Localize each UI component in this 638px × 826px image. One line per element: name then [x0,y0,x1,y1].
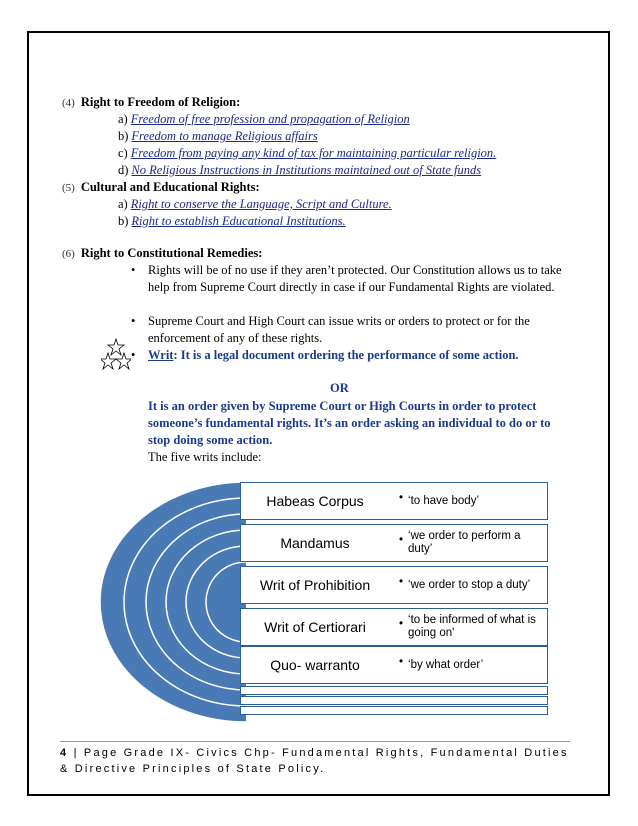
writ-term: Writ [148,348,174,362]
writ-row [240,524,548,562]
page-number: 4 [60,747,69,759]
bullet-icon: • [399,492,404,504]
item-text: Freedom of free profession and propagation of Religion [130,112,410,126]
writs-diagram [100,480,560,725]
writ-row [240,646,548,684]
writ-name: Quo- warranto [270,657,360,673]
section-title: Right to Constitutional Remedies: [80,246,263,260]
section-title: Right to Freedom of Religion: [80,95,241,109]
section-number: (4) [62,97,75,109]
stars-icon [101,338,131,370]
empty-row [240,686,548,695]
item-letter: b) [118,129,129,143]
section-4-heading [62,94,240,112]
item-letter: b) [118,214,129,228]
writ-meaning-text: ‘we order to stop a duty’ [408,578,531,591]
empty-row [240,706,548,715]
writs-intro: The five writs include: [148,450,262,464]
list-item [118,145,496,162]
writ-meaning-text: ‘by what order’ [408,658,484,671]
bullet-paragraph: Rights will be of no use if they aren’t protected. Our Constitution allows us to take help from Supreme Court directly in case if our Fundamental Rights are violated. [148,263,562,294]
writ-name: Mandamus [280,535,350,551]
section-6-heading [62,245,262,263]
writ-meaning [389,483,547,519]
writ-definition [148,347,568,364]
item-text: Freedom to manage Religious affairs [131,129,318,143]
item-letter: a) [118,197,128,211]
section-number: (5) [62,182,75,194]
writ-name: Writ of Certiorari [264,619,366,635]
writ-row [240,566,548,604]
bullet-icon: • [399,656,404,668]
section-number: (6) [62,248,75,260]
writ-row [240,482,548,520]
bullet-icon: • [131,348,136,362]
bullet-icon: • [399,618,404,630]
list-item [118,213,346,230]
writ-row [240,608,548,646]
footer-text: | Page Grade IX- Civics Chp- Fundamental Rights, Fundamental Duties & Directive Principles of State Policy. [60,747,569,775]
writ-meaning [389,609,547,645]
section-5-heading [62,179,260,197]
writ-meaning-text: ‘to be informed of what is going on' [408,614,536,639]
item-text: Right to conserve the Language, Script and Culture. [130,197,392,211]
or-label: OR [330,381,349,395]
bullet-icon: • [399,576,404,588]
writ-name: Writ of Prohibition [259,577,371,593]
empty-row [240,696,548,705]
writ-meaning [389,567,547,603]
item-letter: a) [118,112,128,126]
list-item [118,128,318,145]
writ-meaning [389,647,547,683]
item-letter: c) [118,146,128,160]
item-text: Right to establish Educational Institutions. [131,214,346,228]
item-text: No Religious Instructions in Institutions maintained out of State funds [131,163,482,177]
bullet-icon: • [399,534,404,546]
writ-definition-text: : It is a legal document ordering the performance of some action. [173,348,519,362]
list-item [118,111,410,128]
bullet-paragraph: Supreme Court and High Court can issue writs or orders to protect or for the enforcement of any of these rights. [148,314,530,345]
page-footer [60,741,570,777]
writ-meaning-text: ‘we order to perform a duty’ [408,530,521,555]
list-item [118,162,481,179]
bullet-icon: • [131,263,136,277]
writ-definition-alt: It is an order given by Supreme Court or High Courts in order to protect someone’s fundamental rights. It’s an order asking an individual to do or to stop doing some action. [148,399,551,447]
writ-meaning [389,525,547,561]
writ-meaning-text: ‘to have body’ [408,494,479,507]
item-letter: d) [118,163,129,177]
writ-name: Habeas Corpus [266,493,364,509]
item-text: Freedom from paying any kind of tax for maintaining particular religion. [130,146,497,160]
bullet-icon: • [131,314,136,328]
list-item [118,196,392,213]
section-title: Cultural and Educational Rights: [80,180,260,194]
